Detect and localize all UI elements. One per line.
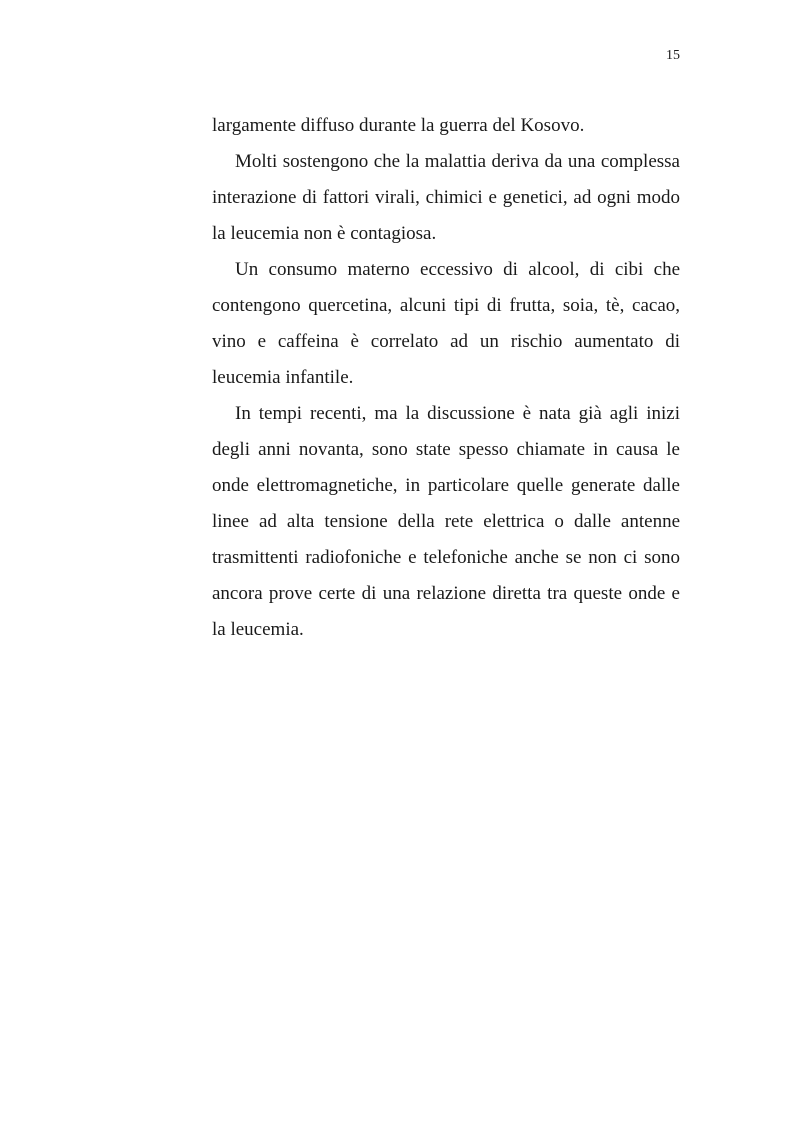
paragraph-continuation: largamente diffuso durante la guerra del Kosovo. — [212, 115, 585, 136]
paragraph-electromagnetic-waves: In tempi recenti, ma la discussione è nata già agli inizi degli anni novanta, sono state spesso chiamate in causa le onde elettromagnetiche, in particolare quelle generate dalle linee ad alta tensione della rete elettrica o dalle antenne trasmittenti radiofoniche e telefoniche anche se non ci sono ancora prove certe di una relazione diretta tra queste onde e la leucemia. — [212, 403, 680, 640]
paragraph-causes: Molti sostengono che la malattia deriva da una complessa interazione di fattori virali, chimici e genetici, ad ogni modo la leucemia non è contagiosa. — [212, 151, 680, 244]
paragraph-maternal-diet: Un consumo materno eccessivo di alcool, di cibi che contengono quercetina, alcuni tipi di frutta, soia, tè, cacao, vino e caffeina è correlato ad un rischio aumentato di leucemia infantile. — [212, 259, 680, 388]
page-number: 15 — [666, 48, 680, 63]
body-text — [212, 108, 680, 648]
